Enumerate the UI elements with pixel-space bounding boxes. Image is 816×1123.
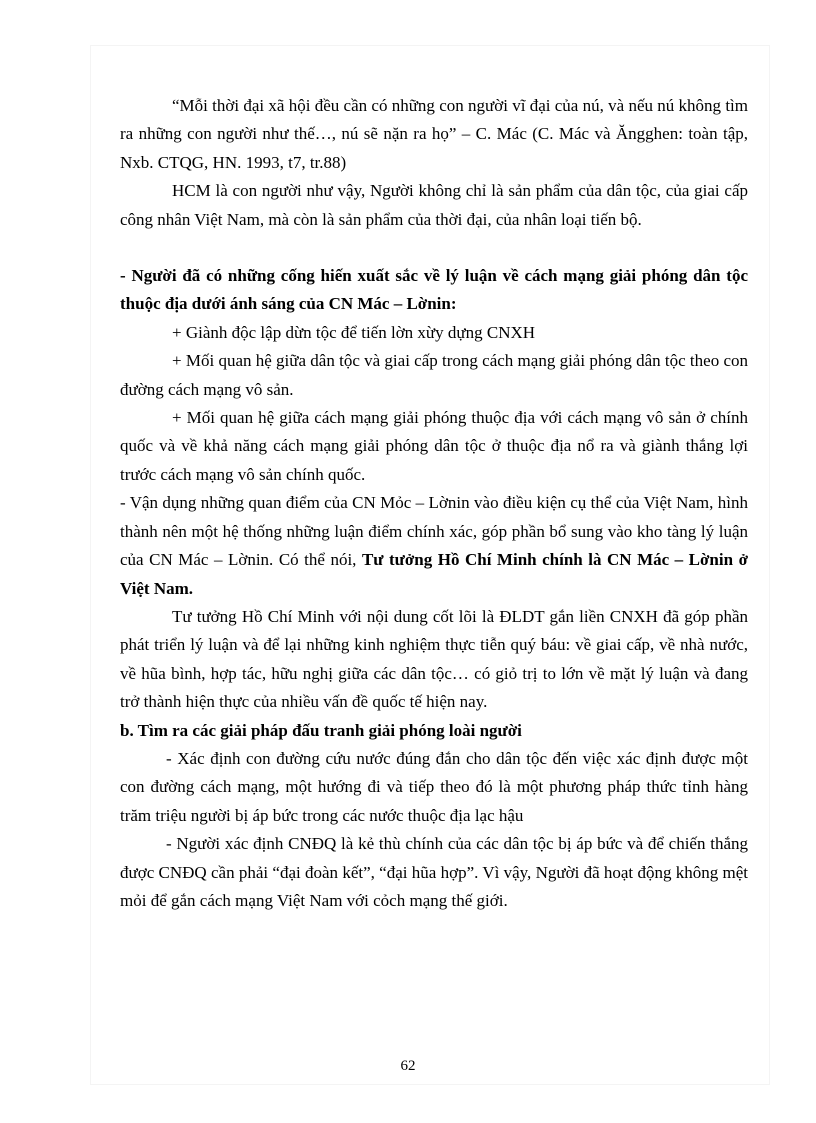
page-number: 62 (400, 1058, 416, 1074)
point-enemy-paragraph: - Người xác định CNĐQ là kẻ thù chính của các dân tộc bị áp bức và để chiến thắng được CNĐQ cần phải “đại đoàn kết”, “đại hũa hợp”. Vì vậy, Người đã hoạt động không mệt mỏi để gắn cách mạng Việt Nam với cỏch mạng thế giới. (120, 834, 748, 910)
hcm-paragraph: HCM là con người như vậy, Người không chỉ là sản phẩm của dân tộc, của giai cấp công nhân Việt Nam, mà còn là sản phẩm của thời đại, của nhân loại tiến bộ. (120, 181, 748, 229)
bullet-independence: + Giành độc lập dừn tộc để tiến lờn xừy dựng CNXH (172, 322, 536, 342)
quote-paragraph: “Mỗi thời đại xã hội đều cần có những con người vĩ đại của nú, và nếu nú không tìm ra những con người như thế…, nú sẽ nặn ra họ” – C. Mác (C. Mác và Ăngghen: toàn tập, Nxb. CTQG, HN. 1993, t7, tr.88) (120, 96, 748, 172)
application-text: - Vận dụng những quan điểm của CN Mỏc – Lờnin vào điều kiện cụ thể của Việt Nam, hình thành nên một hệ thống những luận điểm chính xác, góp phần bổ sung vào kho tàng lý luận của CN Mác – Lờnin. Có thể nói, (120, 493, 748, 570)
section-b-heading: b. Tìm ra các giải pháp đấu tranh giải phóng loài người (120, 720, 522, 740)
bullet-colonial-revolution: + Mối quan hệ giữa cách mạng giải phóng thuộc địa với cách mạng vô sản ở chính quốc và về khả năng cách mạng giải phóng dân tộc ở thuộc địa nổ ra và giành thắng lợi trước cách mạng vô sản chính quốc. (120, 408, 748, 484)
contribution-heading: - Người đã có những cống hiến xuất sắc về lý luận về cách mạng giải phóng dân tộc thuộc địa dưới ánh sáng của CN Mác – Lờnin: (120, 266, 748, 314)
application-paragraph (120, 489, 748, 603)
bullet-nation-class: + Mối quan hệ giữa dân tộc và giai cấp trong cách mạng giải phóng dân tộc theo con đường cách mạng vô sản. (120, 351, 748, 399)
core-content-paragraph: Tư tưởng Hồ Chí Minh với nội dung cốt lõi là ĐLDT gắn liền CNXH đã góp phần phát triển lý luận và để lại những kinh nghiệm thực tiễn quý báu: về giai cấp, về nhà nước, về hũa bình, hợp tác, hữu nghị giữa các dân tộc… có giỏ trị to lớn về mặt lý luận và đang trở thành hiện thực của nhiều vấn đề quốc tế hiện nay. (120, 606, 748, 712)
application-conclusion: Tư tưởng Hồ Chí Minh chính là CN Mác – Lờnin ở Việt Nam. (120, 550, 748, 598)
point-path-paragraph: - Xác định con đường cứu nước đúng đắn cho dân tộc đến việc xác định được một con đường cách mạng, một hướng đi và tiếp theo đó là một phương pháp thức tỉnh hàng trăm triệu người bị áp bức trong các nước thuộc địa lạc hậu (120, 748, 748, 825)
body-text (120, 92, 748, 915)
paragraph-spacer (120, 234, 748, 262)
